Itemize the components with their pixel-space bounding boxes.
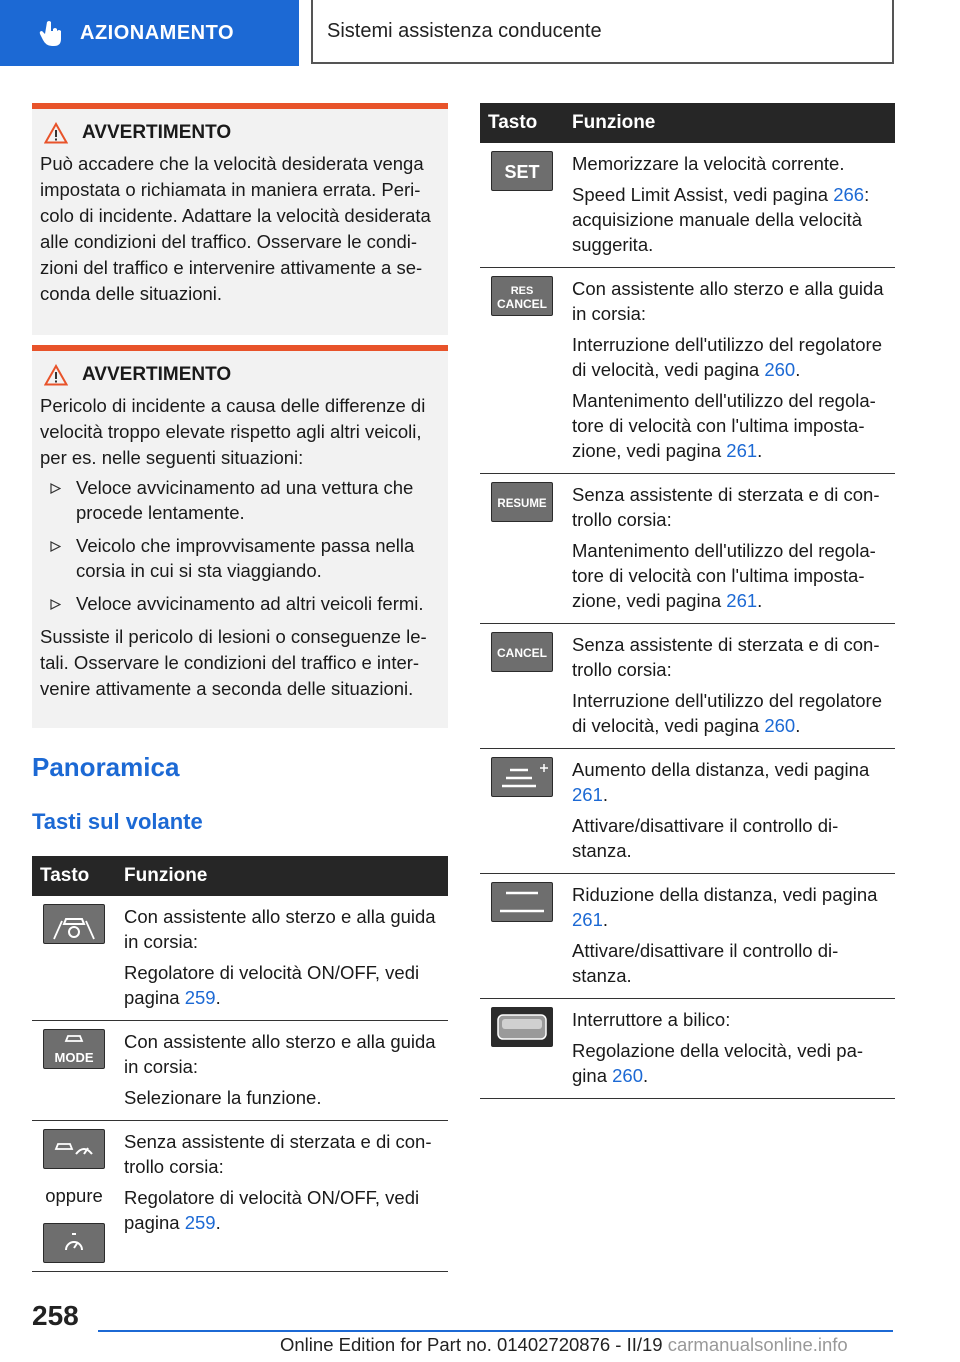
list-item: Veloce avvicinamento ad una vettura che procede lentamente.: [40, 475, 440, 525]
table-row: [480, 268, 895, 474]
column-header-key: Tasto: [480, 103, 564, 143]
table-row: [480, 999, 895, 1099]
footer-watermark: carmanualsonline.info: [667, 1334, 848, 1355]
list-item: Veicolo che improvvisamente passa nella corsia in cui si sta viaggiando.: [40, 533, 440, 583]
table-row: [480, 624, 895, 749]
cancel-button-icon: [491, 632, 553, 672]
table-row: [32, 1021, 448, 1121]
bullet-triangle-icon: [50, 541, 61, 552]
mode-button-icon: [43, 1029, 105, 1069]
section-title: Sistemi assistenza conducente: [327, 19, 602, 42]
function-cell: Memorizzare la velocità corrente. Speed Limit Assist, vedi pagina 266: acquisizione manuale della velocità suggerita.: [564, 143, 895, 268]
alternative-label: oppure: [45, 1185, 103, 1206]
page-header: [0, 0, 960, 66]
page-link[interactable]: 261: [572, 909, 603, 930]
res-cancel-button-icon: [491, 276, 553, 316]
column-header-key: Tasto: [32, 856, 116, 896]
warning-list: [40, 475, 440, 616]
section-subheading: Tasti sul volante: [32, 809, 203, 834]
page-link[interactable]: 259: [184, 1212, 216, 1233]
distance-increase-icon: [491, 757, 553, 797]
function-cell: Aumento della distanza, vedi pagina 261. Attivare/disattivare il controllo distanza.: [564, 749, 895, 874]
steering-assist-icon: [43, 904, 105, 944]
speedometer-icon: [43, 1223, 105, 1263]
warning-triangle-icon: [44, 122, 68, 144]
page-link[interactable]: 260: [764, 715, 796, 736]
warning-title: AVVERTIMENTO: [44, 119, 440, 147]
page-link[interactable]: 261: [726, 590, 758, 611]
page-link[interactable]: 261: [726, 440, 758, 461]
footer-divider: [98, 1330, 893, 1332]
function-cell: Senza assistente di sterzata e di controllo corsia: Regolatore di velocità ON/OFF, vedi pagina 259.: [116, 1121, 448, 1272]
page-link[interactable]: 260: [612, 1065, 643, 1086]
page-number: 258: [32, 1300, 79, 1331]
footer-edition: Online Edition for Part no. 01402720876 - II/19 carmanualsonline.info: [280, 1334, 848, 1355]
page-link[interactable]: 260: [764, 359, 796, 380]
chapter-tab[interactable]: [0, 0, 299, 66]
section-heading: Panoramica: [32, 752, 180, 782]
hand-pointer-icon: [36, 18, 66, 48]
svg-text:RES: RES: [510, 285, 534, 297]
table-header-row: [32, 856, 448, 896]
svg-text:MODE: MODE: [54, 1050, 94, 1065]
list-item: Veloce avvicinamento ad altri veicoli fermi.: [40, 591, 440, 616]
warning-outro: Sussiste il pericolo di lesioni o conseguenze letali. Osservare le condizioni del traffico e intervenire attivamente a seconda delle situazioni.: [40, 626, 427, 699]
page-link[interactable]: 259: [184, 987, 216, 1008]
steering-keys-table-right: [480, 103, 895, 1099]
svg-text:CANCEL: CANCEL: [497, 297, 547, 311]
warning-title: AVVERTIMENTO: [44, 361, 440, 389]
function-cell: Riduzione della distanza, vedi pagina 261. Attivare/disattivare il controllo distanza.: [564, 874, 895, 999]
table-header-row: [480, 103, 895, 143]
function-cell: Con assistente allo sterzo e alla guida in corsia: Selezionare la funzione.: [116, 1021, 448, 1121]
svg-text:RESUME: RESUME: [497, 498, 547, 510]
table-row: [480, 143, 895, 268]
function-cell: Con assistente allo sterzo e alla guida in corsia: Interruzione dell'utilizzo del regolatore di velocità, vedi pagina 260. Mantenimento dell'utilizzo del regolatore di velocità con l'ultima impostazione, vedi pagina 261.: [564, 268, 895, 474]
bullet-triangle-icon: [50, 483, 61, 494]
rocker-switch-icon: [491, 1007, 553, 1047]
cruise-control-icon: [43, 1129, 105, 1169]
resume-button-icon: [491, 482, 553, 522]
table-row: [480, 749, 895, 874]
page-link[interactable]: 261: [572, 784, 603, 805]
svg-text:CANCEL: CANCEL: [497, 646, 547, 660]
section-title-box: [311, 0, 894, 64]
table-row: [32, 896, 448, 1021]
column-header-function: Funzione: [564, 103, 895, 143]
svg-text:SET: SET: [504, 162, 540, 182]
page-link[interactable]: 266: [833, 184, 865, 205]
table-row: [32, 1121, 448, 1272]
table-row: [480, 474, 895, 624]
warning-text: Può accadere che la velocità desiderata venga impostata o richiamata in maniera errata. Pericolo di incidente. Adattare la velocità desiderata alle condizioni del traffico. Osservare le condizioni del traffico e intervenire attivamente a seconda delle situazioni.: [40, 153, 431, 304]
set-button-icon: [491, 151, 553, 191]
distance-decrease-icon: [491, 882, 553, 922]
column-header-function: Funzione: [116, 856, 448, 896]
function-cell: Con assistente allo sterzo e alla guida in corsia: Regolatore di velocità ON/OFF, vedi pagina 259.: [116, 896, 448, 1021]
warning-box-1: [32, 103, 448, 335]
chapter-label: AZIONAMENTO: [80, 21, 235, 44]
function-cell: Senza assistente di sterzata e di controllo corsia: Mantenimento dell'utilizzo del regolatore di velocità con l'ultima impostazione, vedi pagina 261.: [564, 474, 895, 624]
bullet-triangle-icon: [50, 599, 61, 610]
warning-box-2: [32, 345, 448, 728]
steering-keys-table-left: [32, 856, 448, 1272]
warning-intro: Pericolo di incidente a causa delle differenze di velocità troppo elevate rispetto agli altri veicoli, per es. nelle seguenti situazioni:: [40, 395, 426, 468]
table-row: [480, 874, 895, 999]
warning-triangle-icon: [44, 364, 68, 386]
function-cell: Interruttore a bilico: Regolazione della velocità, vedi pagina 260.: [564, 999, 895, 1099]
function-cell: Senza assistente di sterzata e di controllo corsia: Interruzione dell'utilizzo del regolatore di velocità, vedi pagina 260.: [564, 624, 895, 749]
